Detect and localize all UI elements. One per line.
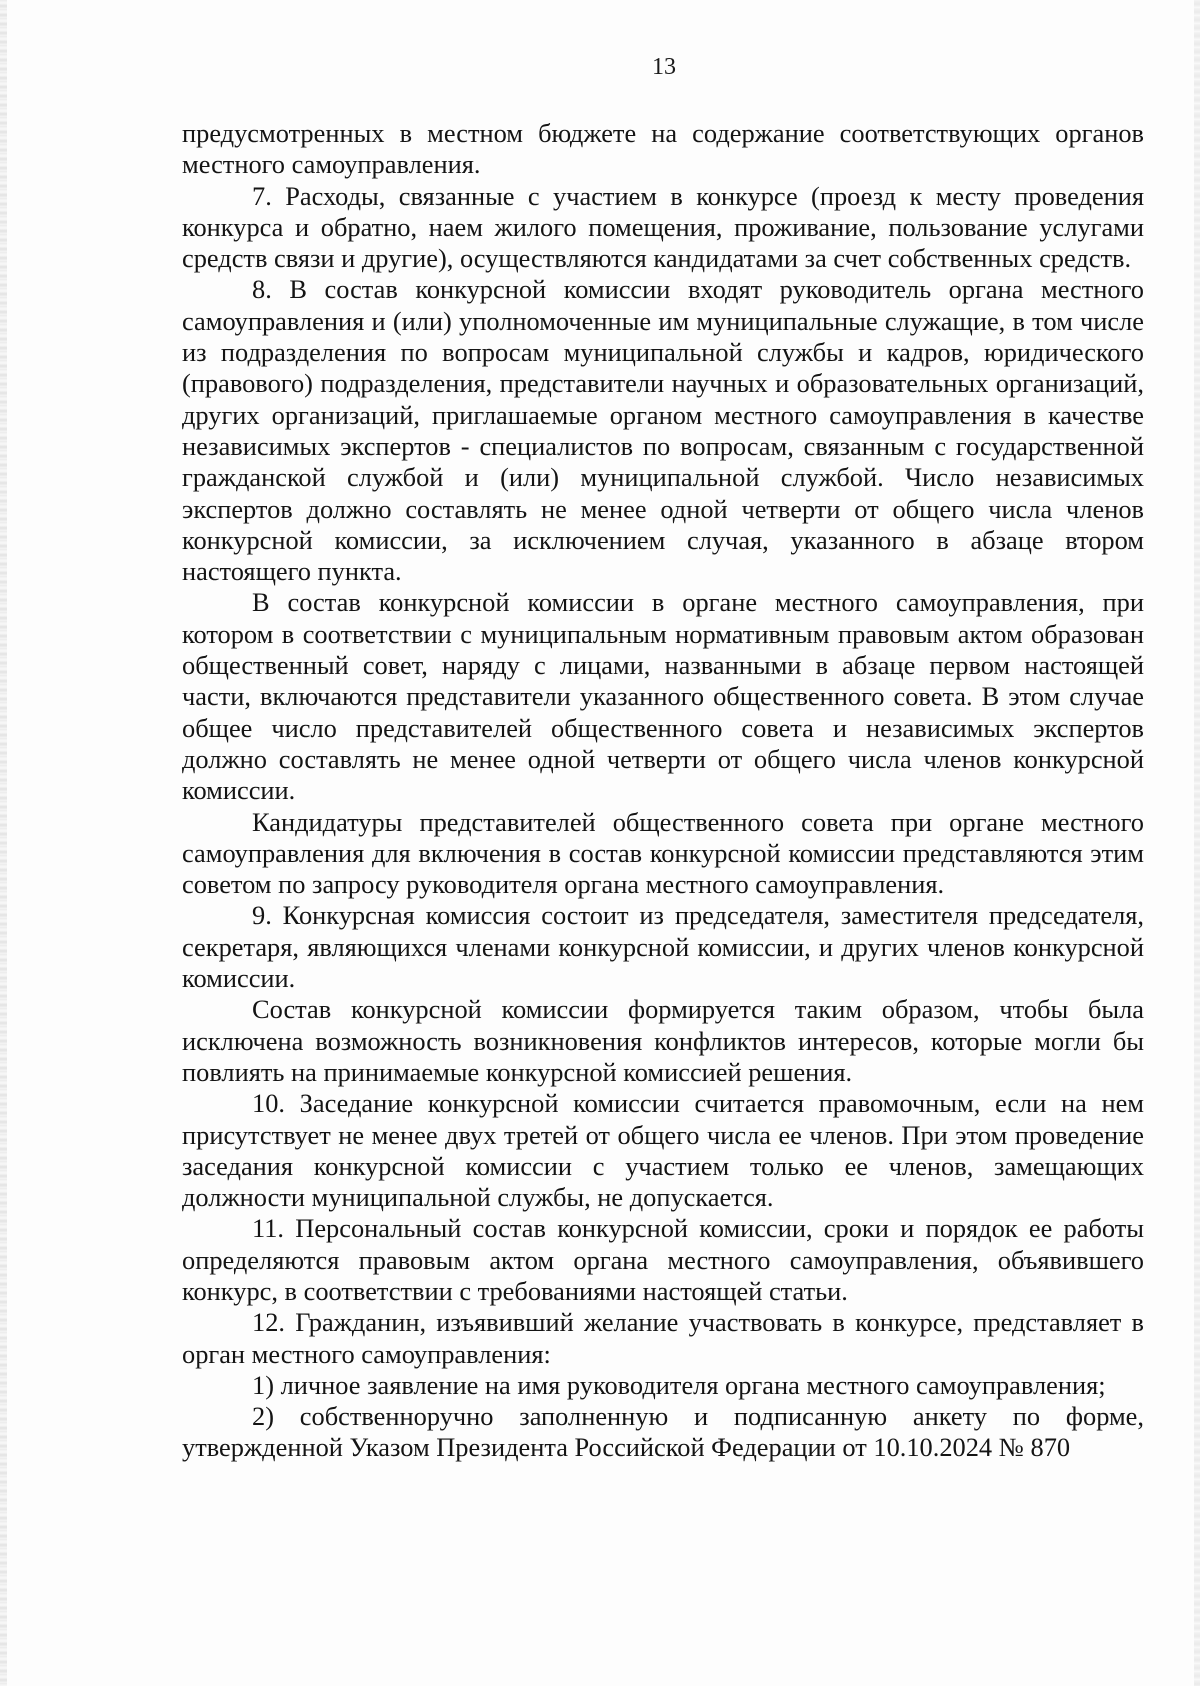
paragraph-item-8-part-3: Кандидатуры представителей общественного совета при органе местного самоуправления для включения в состав конкурсной комиссии представляются этим советом по запросу руководителя органа местного самоуправления. xyxy=(182,806,1144,900)
document-body xyxy=(182,118,1144,1464)
paragraph-item-10: 10. Заседание конкурсной комиссии считается правомочным, если на нем присутствует не менее двух третей от общего числа ее членов. При этом проведение заседания конкурсной комиссии с участием только ее членов, замещающих должности муниципальной службы, не допускается. xyxy=(182,1088,1144,1213)
paragraph-item-11: 11. Персональный состав конкурсной комиссии, сроки и порядок ее работы определяются правовым актом органа местного самоуправления, объявившего конкурс, в соответствии с требованиями настоящей статьи. xyxy=(182,1213,1144,1306)
paragraph-item-9-part-2: Состав конкурсной комиссии формируется таким образом, чтобы была исключена возможность возникновения конфликтов интересов, которые могли бы повлиять на принимаемые конкурсной комиссией решения. xyxy=(182,994,1144,1087)
scan-edge-left xyxy=(0,0,7,1686)
paragraph-subitem-1: 1) личное заявление на имя руководителя органа местного самоуправления; xyxy=(252,1369,1106,1400)
paragraph-item-7: 7. Расходы, связанные с участием в конкурсе (проезд к месту проведения конкурса и обратно, наем жилого помещения, проживание, пользование услугами средств связи и другие), осуществляются кандидатами за счет собственных средств. xyxy=(182,180,1144,274)
paragraph-continuation: предусмотренных в местном бюджете на содержание соответствующих органов местного самоуправления. xyxy=(182,118,1144,180)
paragraph-subitem-2: 2) собственноручно заполненную и подписанную анкету по форме, утвержденной Указом Президента Российской Федерации от 10.10.2024 № 870 xyxy=(182,1401,1144,1463)
page-number: 13 xyxy=(652,54,676,80)
paragraph-item-9: 9. Конкурсная комиссия состоит из председателя, заместителя председателя, секретаря, являющихся членами конкурсной комиссии, и других членов конкурсной комиссии. xyxy=(182,900,1144,994)
paragraph-item-12: 12. Гражданин, изъявивший желание участвовать в конкурсе, представляет в орган местного самоуправления: xyxy=(182,1307,1144,1369)
paragraph-item-8: 8. В состав конкурсной комиссии входят руководитель органа местного самоуправления и (или) уполномоченные им муниципальные служащие, в том числе из подразделения по вопросам муниципальной службы и кадров, юридического (правового) подразделения, представители научных и образовательных организаций, других организаций, приглашаемые органом местного самоуправления в качестве независимых экспертов - специалистов по вопросам, связанным с государственной гражданской службой и (или) муниципальной службой. Число независимых экспертов должно составлять не менее одной четверти от общего числа членов конкурсной комиссии, за исключением случая, указанного в абзаце втором настоящего пункта. xyxy=(182,274,1144,587)
scan-edge-right xyxy=(1194,0,1200,1686)
paragraph-item-8-part-2: В состав конкурсной комиссии в органе местного самоуправления, при котором в соответствии с муниципальным нормативным правовым актом образован общественный совет, наряду с лицами, названными в абзаце первом настоящей части, включаются представители указанного общественного совета. В этом случае общее число представителей общественного совета и независимых экспертов должно составлять не менее одной четверти от общего числа членов конкурсной комиссии. xyxy=(182,587,1144,806)
